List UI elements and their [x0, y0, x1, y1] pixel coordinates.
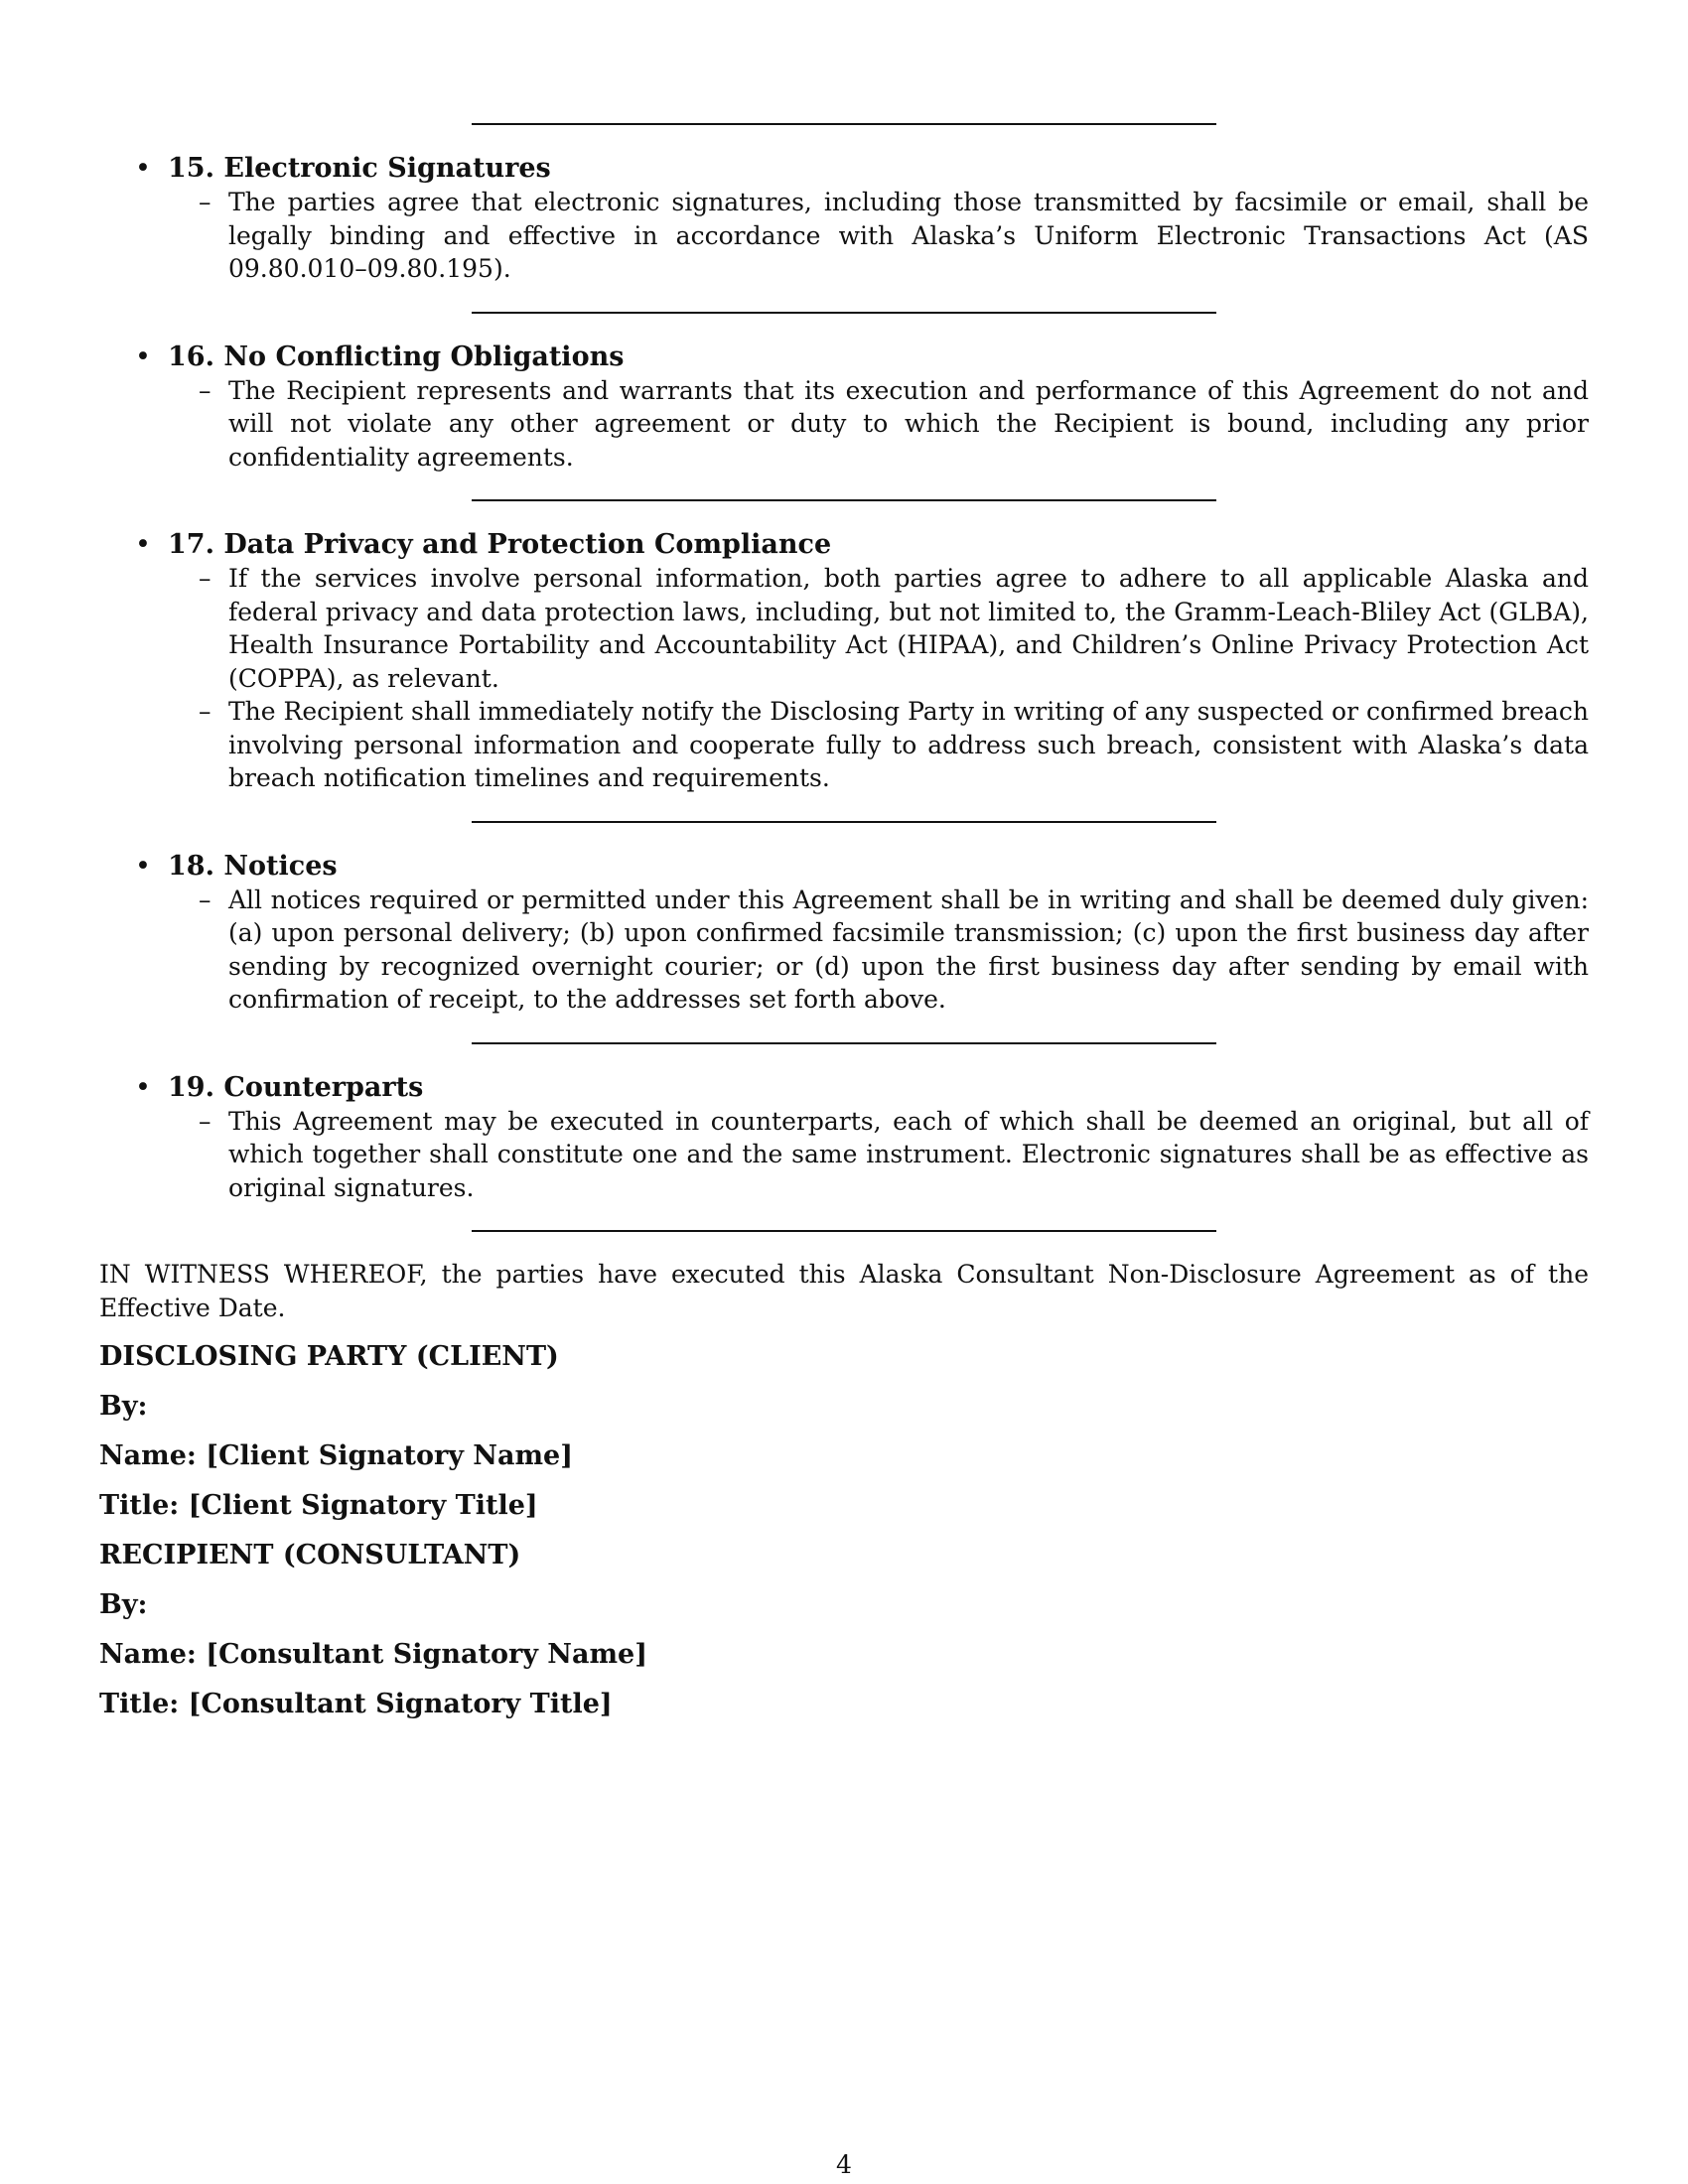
- client-signature-heading: DISCLOSING PARTY (CLIENT): [99, 1341, 559, 1372]
- dash-icon: –: [199, 188, 211, 216]
- section-divider: [472, 123, 1216, 125]
- section-18: [99, 850, 1589, 1017]
- section-divider: [472, 821, 1216, 823]
- page-number: 4: [836, 2150, 852, 2179]
- section-heading: • 17. Data Privacy and Protection Compliance: [135, 529, 832, 560]
- section-15: [99, 152, 1589, 286]
- section-divider: [472, 1230, 1216, 1232]
- section-divider: [472, 1042, 1216, 1044]
- section-16: [99, 341, 1589, 475]
- section-item: – The Recipient represents and warrants that its execution and performance of this Agreement do not and will not violate any other agreement or duty to which the Recipient is bound, including any prior confidentiality agreements.: [199, 375, 1589, 472]
- section-item: – If the services involve personal information, both parties agree to adhere to all applicable Alaska and federal privacy and data protection laws, including, but not limited to, the Gramm-Leach-Bliley Act (GLBA), Health Insurance Portability and Accountability Act (HIPAA), and Children’s Online Privacy Protection Act (COPPA), as relevant.: [199, 564, 1589, 693]
- section-item: – The parties agree that electronic signatures, including those transmitted by facsimile or email, shall be legally binding and effective in accordance with Alaska’s Uniform Electronic Transactions Act (AS 09.80.010–09.80.195).: [199, 188, 1589, 283]
- dash-icon: –: [199, 564, 211, 593]
- dash-icon: –: [199, 697, 211, 726]
- section-item: – The Recipient shall immediately notify the Disclosing Party in writing of any suspected or confirmed breach involving personal information and cooperate fully to address such breach, consistent with Alaska’s data breach notification timelines and requirements.: [199, 697, 1589, 792]
- section-heading: • 16. No Conflicting Obligations: [135, 341, 625, 372]
- dash-icon: –: [199, 375, 211, 405]
- section-item: – All notices required or permitted under this Agreement shall be in writing and shall be deemed duly given: (a) upon personal delivery; (b) upon confirmed facsimile transmission; (c) upon the first business day after sending by recognized overnight courier; or (d) upon the first business day after sending by email with confirmation of receipt, to the addresses set forth above.: [199, 885, 1589, 1014]
- section-heading: • 15. Electronic Signatures: [135, 153, 551, 184]
- document-body: [99, 111, 1589, 1721]
- consultant-signature-by: By:: [99, 1589, 148, 1620]
- client-signature-by: By:: [99, 1391, 148, 1422]
- section-item: – This Agreement may be executed in counterparts, each of which shall be deemed an original, but all of which together shall constitute one and the same instrument. Electronic signatures shall be as effective as original signatures.: [199, 1106, 1589, 1202]
- bullet-icon: •: [135, 529, 151, 560]
- client-signatory-name: Name: [Client Signatory Name]: [99, 1440, 573, 1471]
- bullet-icon: •: [135, 153, 151, 184]
- dash-icon: –: [199, 885, 211, 914]
- section-divider: [472, 499, 1216, 501]
- section-heading: • 18. Notices: [135, 850, 338, 882]
- section-divider: [472, 312, 1216, 314]
- section-17: [99, 528, 1589, 795]
- consultant-signatory-title: Title: [Consultant Signatory Title]: [99, 1689, 613, 1719]
- client-signatory-title: Title: [Client Signatory Title]: [99, 1490, 538, 1521]
- witness-clause: IN WITNESS WHEREOF, the parties have executed this Alaska Consultant Non-Disclosure Agreement as of the Effective Date.: [99, 1260, 1589, 1322]
- consultant-signatory-name: Name: [Consultant Signatory Name]: [99, 1639, 647, 1670]
- consultant-signature-heading: RECIPIENT (CONSULTANT): [99, 1540, 521, 1570]
- bullet-icon: •: [135, 850, 151, 882]
- bullet-icon: •: [135, 341, 151, 372]
- bullet-icon: •: [135, 1071, 151, 1103]
- section-19: [99, 1071, 1589, 1205]
- section-heading: • 19. Counterparts: [135, 1071, 424, 1103]
- dash-icon: –: [199, 1106, 211, 1136]
